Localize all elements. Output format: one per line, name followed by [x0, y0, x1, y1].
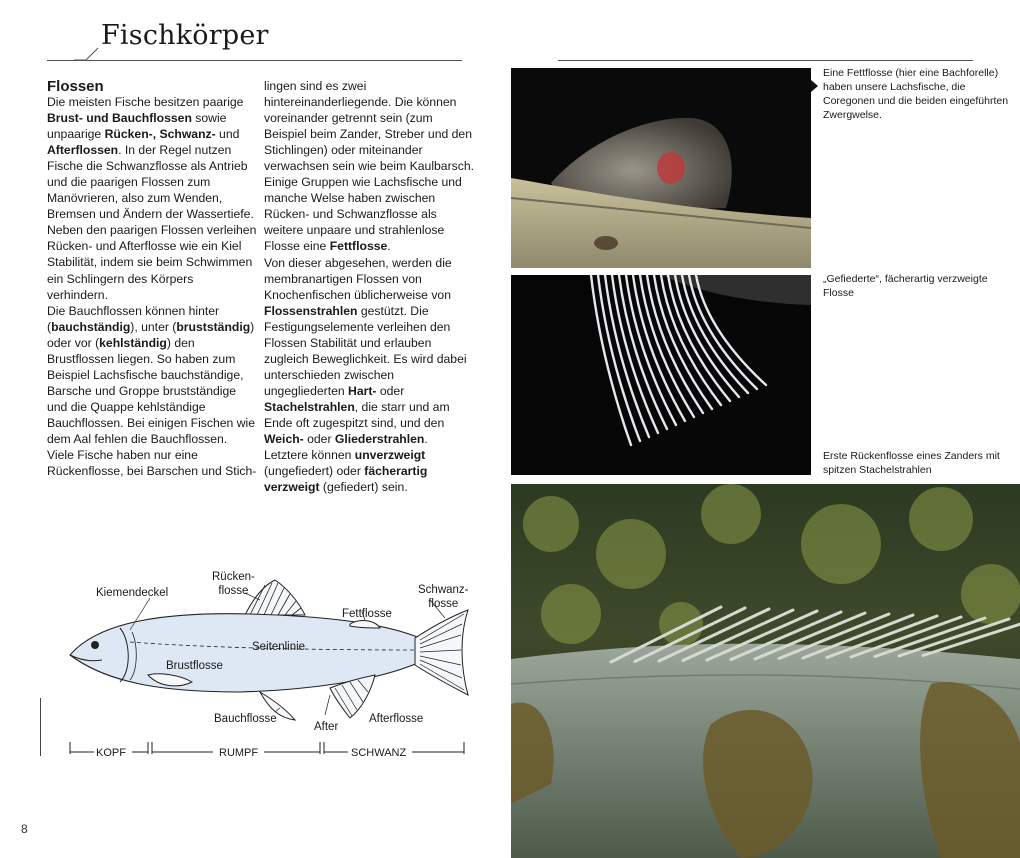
caption-gefiederte-flosse: „Gefiederte“, fächerartig verzweigte Flosse: [823, 273, 988, 299]
section-heading: Flossen: [47, 78, 104, 95]
label-seitenlinie: Seitenlinie: [252, 641, 306, 653]
text-run: lingen sind es zwei hintereinanderliegende. Die können voreinander getrennt sein (zum Beispiel beim Zander, Streber und den Stichlingen) oder miteinander verwachsen sein wie beim Kaulbarsch. Einige Gruppen wie Lachsfische und manche Welse haben zwischen Rücken- und Schwanzflosse als weitere unpaare und strahlenlose Flosse eine: [264, 79, 474, 254]
text-run: sowie unpaarige: [47, 111, 227, 142]
text-run: . Von dieser abgesehen, werden die membranartigen Flossen von Knochenfischen üblicherweise von: [264, 239, 452, 302]
bold-term: Brust- und Bauchflossen: [47, 111, 192, 126]
label-kiemendeckel: Kiemendeckel: [96, 587, 169, 599]
text-run: . Letztere können: [264, 432, 428, 463]
bold-term: Weich-: [264, 432, 304, 447]
bold-term: Stachelstrahlen: [264, 399, 355, 414]
bold-term: kehlständig: [99, 335, 167, 350]
label-rueckenflosse: Rücken- flosse: [212, 571, 255, 597]
text-run: (ungefiedert) oder: [264, 464, 365, 479]
margin-rule: [40, 698, 41, 756]
text-run: (gefiedert) sein.: [319, 480, 408, 495]
fin-ray: [661, 275, 721, 405]
label-afterflosse: Afterflosse: [369, 713, 424, 725]
text-column-2: [264, 78, 474, 495]
text-run: und: [215, 127, 240, 142]
text-run: Die meisten Fische besitzen paarige: [47, 95, 244, 109]
text-column-1: [47, 94, 257, 479]
page-number: 8: [21, 822, 28, 836]
bold-term: unverzweigt: [354, 448, 426, 463]
text-run: ), unter (: [130, 319, 177, 334]
label-brustflosse: Brustflosse: [166, 660, 223, 672]
label-fettflosse: Fettflosse: [342, 608, 392, 620]
text-run: oder: [303, 432, 335, 447]
photo-gefiederte-flosse: [511, 275, 811, 475]
text-run: oder: [376, 383, 405, 398]
fin-ray: [591, 275, 631, 445]
photo-fettflosse: [511, 68, 811, 268]
body-segment-scale: [68, 740, 468, 762]
label-bauchflosse: Bauchflosse: [214, 713, 277, 725]
bold-term: bauchständig: [51, 319, 131, 334]
label-kopf: KOPF: [96, 747, 126, 759]
text-run: . In der Regel nutzen Fische die Schwanzflosse als Antrieb und die paarigen Flossen zum Manövrieren, also zum Wenden, Bremsen und Ändern der Wassertiefe. Neben den paarigen Flossen verleihen Rücken- und Afterflosse wie ein Kiel Stabilität, indem sie beim Schwimmen ein Schlingern des Körpers verhindern. Die Bauchflossen können hinter (: [47, 143, 257, 334]
bold-term: Fettflosse: [329, 239, 388, 254]
bold-term: Flossenstrahlen: [264, 303, 358, 318]
label-schwanzflosse: Schwanz- flosse: [418, 584, 469, 610]
label-schwanz: SCHWANZ: [351, 747, 407, 759]
caption-fettflosse: Eine Fettflosse (hier eine Bachforelle) haben unsere Lachsfische, die Coregonen und die beiden eingeführten Zwergwelse.: [823, 67, 1009, 121]
text-run: , die starr und am Ende oft zugespitzt sind, und den: [264, 399, 450, 430]
text-run: ) oder vor (: [47, 319, 255, 350]
page-title: Fischkörper: [101, 20, 269, 51]
photo-zander: [511, 484, 1020, 858]
bold-term: Rücken-, Schwanz-: [104, 127, 216, 142]
fin-ray: [605, 275, 649, 437]
bold-term: Gliederstrahlen: [334, 432, 425, 447]
bold-term: Afterflossen: [47, 143, 119, 158]
text-run: gestützt. Die Festigungselemente verleihen den Flossen Stabilität und erlauben zugleich Beweglichkeit. Es wird dabei unterschieden zwischen ungegliederten: [264, 303, 467, 398]
caption-zander: Erste Rückenflosse eines Zanders mit spitzen Stachelstrahlen: [823, 450, 1000, 476]
right-title-rule: [558, 60, 973, 61]
caption-pointer-1: [811, 80, 819, 92]
label-after: After: [314, 721, 339, 733]
label-rumpf: RUMPF: [219, 747, 259, 759]
bold-term: brustständig: [176, 319, 251, 334]
bold-term: fächerartig verzweigt: [264, 464, 428, 495]
text-run: ) den Brustflossen liegen. So haben zum Beispiel Lachsfische bauchständige, Barsche und Groppe brustständige und die Quappe kehlständige Bauchflossen. Bei einigen Fischen wie dem Aal fehlen die Bauchflossen. Viele Fische haben nur eine Rückenflosse, bei Barschen und Stich-: [47, 335, 257, 479]
bold-term: Hart-: [348, 383, 377, 398]
